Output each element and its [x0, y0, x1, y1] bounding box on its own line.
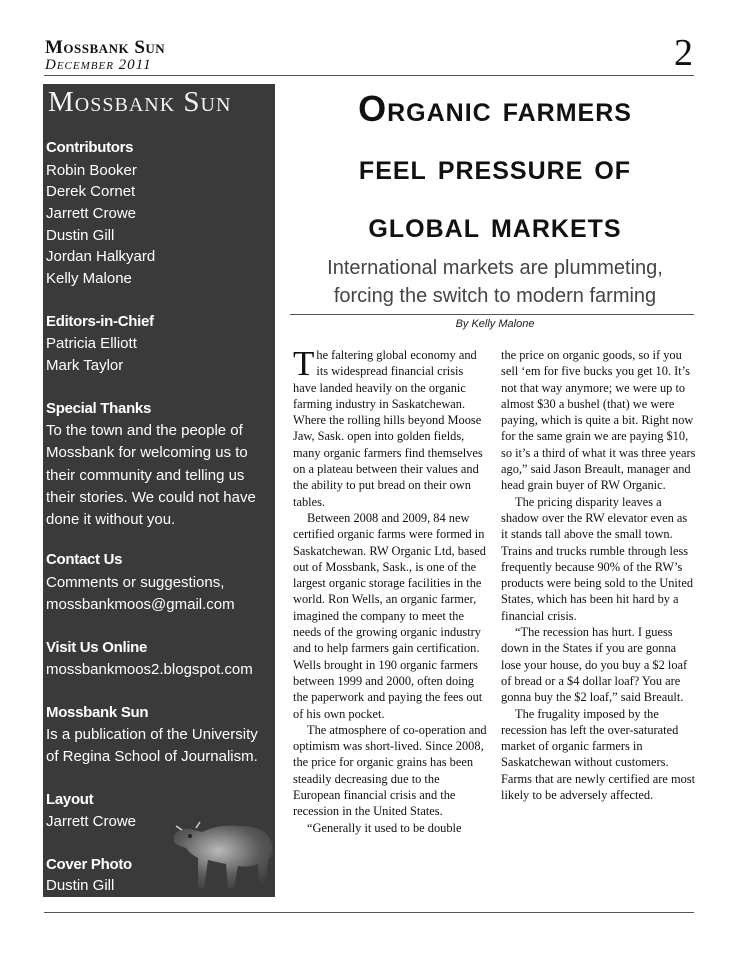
- contributor-name: Jarrett Crowe: [46, 205, 137, 222]
- layout-heading: Layout: [46, 791, 94, 808]
- sidebar-panel: [43, 84, 275, 897]
- editor-name: Mark Taylor: [46, 357, 124, 374]
- online-heading: Visit Us Online: [46, 639, 148, 656]
- byline: By Kelly Malone: [455, 318, 535, 330]
- article-paragraph: The pricing disparity leaves a shadow over the RW elevator even as it stands tall above the small town. Trains and trucks rumble through less frequently because 90% of the RW’s products were being sold to the United States, which has been hit hard by a financial crisis.: [501, 494, 694, 623]
- issue-date: December 2011: [45, 57, 152, 73]
- contributor-name: Derek Cornet: [46, 183, 136, 200]
- sidebar-title: Mossbank Sun: [48, 86, 232, 118]
- cow-photo-icon: [168, 802, 275, 892]
- contributors-heading: Contributors: [46, 139, 134, 156]
- about-text: Is a publication of the University of Regina School of Journalism.: [46, 726, 258, 766]
- article-paragraph: “Generally it used to be double: [307, 820, 462, 835]
- editor-name: Patricia Elliott: [46, 335, 137, 352]
- article-paragraph: The frugality imposed by the recession has left the over-saturated market of organic farmers in Saskatchewan without customers. Farms that are newly certified are most likely to be adversely affected.: [501, 706, 696, 803]
- drop-cap: T: [293, 344, 315, 383]
- headline-line: feel pressure of: [358, 146, 632, 187]
- thanks-heading: Special Thanks: [46, 400, 152, 417]
- cover-photo-heading: Cover Photo: [46, 856, 132, 873]
- deck-line: International markets are plummeting,: [327, 257, 663, 279]
- cover-photo-name: Dustin Gill: [46, 877, 115, 894]
- article-paragraph: the price on organic goods, so if you sell ‘em for five bucks you get 10. It’s not that way anymore; we were up to almost $30 a bushel (that) we were paying, which is quite a bit. Right now for the same grain we are paying $10, so it’s a third of what it was three years ago,” said Jason Breault, manager and head grain buyer of RW Organic.: [501, 348, 696, 493]
- contributor-name: Kelly Malone: [46, 270, 132, 287]
- header-rule: [44, 75, 694, 76]
- page-number: 2: [674, 32, 693, 74]
- contact-heading: Contact Us: [46, 551, 123, 568]
- contributor-name: Jordan Halkyard: [46, 248, 156, 265]
- headline-line: global markets: [368, 204, 622, 245]
- contributor-name: Dustin Gill: [46, 227, 115, 244]
- contact-text: Comments or suggestions,: [46, 574, 225, 591]
- contributor-name: Robin Booker: [46, 162, 137, 179]
- byline-rule: [290, 314, 694, 315]
- deck-line: forcing the switch to modern farming: [333, 285, 657, 307]
- thanks-text: To the town and the people of Mossbank for welcoming us to their community and telling us their stories. We could not have done it without you.: [46, 422, 256, 529]
- blog-url-link[interactable]: mossbankmoos2.blogspot.com: [46, 661, 253, 678]
- editors-heading: Editors-in-Chief: [46, 313, 154, 330]
- article-paragraph: “The recession has hurt. I guess down in the States if you are gonna lose your house, do you buy a $2 loaf of bread or a $4 dollar loaf? You are gonna buy the $2 loaf,” said Breault.: [501, 625, 688, 705]
- article-paragraph: Between 2008 and 2009, 84 new certified organic farms were formed in Saskatchewan. RW Organic Ltd, based out of Mossbank, Sask., is one of the largest organic storage facilities in the world. Ron Wells, an organic farmer, imagined the company to meet the needs of the growing organic industry and to help farmers gain certification. Wells brought in 190 organic farmers between 1999 and 2000, often doing the paperwork and paying the fees out of his own pocket.: [293, 510, 486, 721]
- about-heading: Mossbank Sun: [46, 704, 149, 721]
- article-paragraph: The atmosphere of co-operation and optimism was short-lived. Since 2008, the price for organic grains has been steadily decreasing due to the European financial crisis and the recession in the United States.: [293, 722, 487, 819]
- article-column-2: [501, 347, 697, 803]
- article-deck: [290, 254, 700, 310]
- masthead: Mossbank Sun: [45, 37, 166, 58]
- headline-line: Organic farmers: [358, 88, 632, 129]
- paragraph-text: he faltering global economy and its widespread financial crisis have landed heavily on the organic farming industry in Saskatchewan. Where the rolling hills beyond Moose Jaw, Sask. open into golden fields, many organic farmers find themselves on a plateau between their values and the ability to put bread on their own tables.: [293, 348, 483, 509]
- article-headline: [290, 80, 700, 254]
- layout-name: Jarrett Crowe: [46, 813, 137, 830]
- article-paragraph: [293, 344, 489, 510]
- contact-email-link[interactable]: mossbankmoos@gmail.com: [46, 596, 235, 613]
- footer-rule: [44, 912, 694, 913]
- article-column-1: [293, 344, 489, 836]
